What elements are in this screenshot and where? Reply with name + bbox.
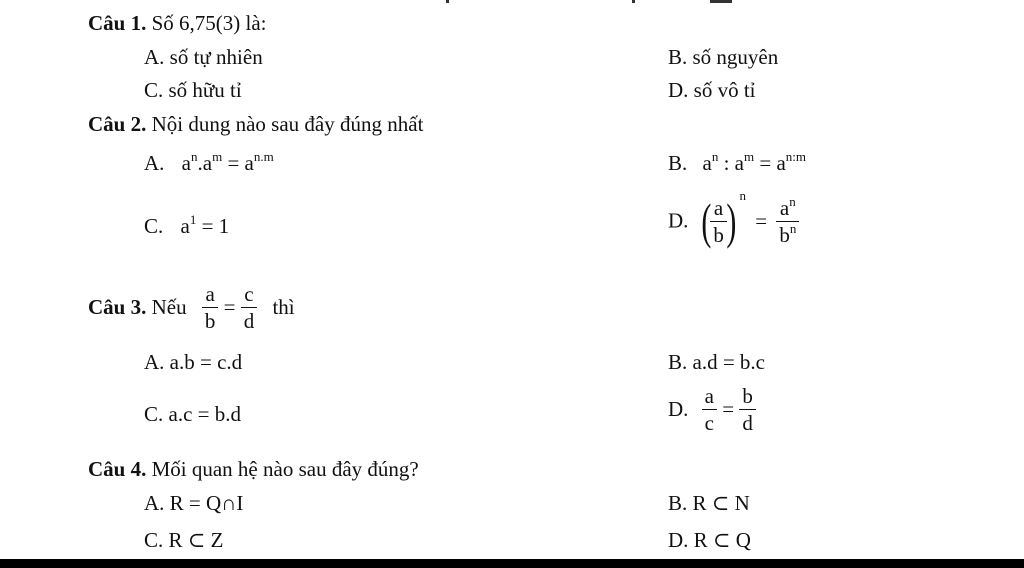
top-mark xyxy=(446,0,449,3)
q4-option-d: D. R ⊂ Q xyxy=(668,528,751,552)
question-1-label: Câu 1. xyxy=(88,11,147,35)
question-3-label: Câu 3. xyxy=(88,295,147,320)
q1-option-b: B. số nguyên xyxy=(668,45,779,69)
q2-option-d: D. ( $\frac{a}{b}$ ) $^n$ = $\frac{a^n}{b^n}$ xyxy=(668,196,799,246)
q3-fraction-c-d: $\frac{c}{d}$ xyxy=(241,283,258,332)
question-2-label: Câu 2. xyxy=(88,112,147,136)
q3-option-a: A. a.b = c.d xyxy=(144,350,243,374)
q4-option-b: B. R ⊂ N xyxy=(668,491,750,515)
question-4-text: Mối quan hệ nào sau đây đúng? xyxy=(151,457,419,481)
question-4-label: Câu 4. xyxy=(88,457,147,481)
q4-option-a: A. R = Q∩I xyxy=(144,491,244,515)
q2-option-a-formula: $a^n.a^m = a^{n.m}$ xyxy=(181,149,274,175)
q1-option-d: D. số vô tỉ xyxy=(668,78,756,102)
question-4-title xyxy=(88,457,419,482)
q2-d-inner-fraction: $\frac{a}{b}$ xyxy=(710,197,727,246)
q2-d-result-fraction: $\frac{a^n}{b^n}$ xyxy=(776,197,799,246)
question-3-title: Câu 3. Nếu $\frac{a}{b}$ = $\frac{c}{d}$ thì xyxy=(88,282,295,334)
top-mark xyxy=(710,0,732,3)
q2-d-right-paren: ) xyxy=(726,193,737,250)
q2-option-a xyxy=(144,151,274,176)
q2-option-b xyxy=(668,151,806,176)
q2-option-c xyxy=(144,214,229,239)
question-2-title xyxy=(88,112,423,137)
q2-option-c-letter: C. xyxy=(144,214,164,238)
question-1-text: Số 6,75(3) là: xyxy=(151,11,267,35)
top-mark xyxy=(632,0,635,3)
question-3-text-after: thì xyxy=(272,295,295,320)
question-3-text-before: Nếu xyxy=(151,295,187,320)
q2-d-left-paren: ( xyxy=(701,193,711,250)
q3-option-d: D. $\frac{a}{c}$ = $\frac{b}{d}$ xyxy=(668,385,756,434)
q3-option-b: B. a.d = b.c xyxy=(668,350,765,374)
q4-option-c: C. R ⊂ Z xyxy=(144,528,224,552)
q1-option-c: C. số hữu tỉ xyxy=(144,78,242,102)
q2-option-b-letter: B. xyxy=(668,151,688,175)
question-1-title xyxy=(88,11,267,36)
question-2-text: Nội dung nào sau đây đúng nhất xyxy=(151,112,424,136)
bottom-edge-bar xyxy=(0,559,1024,568)
q2-option-a-letter: A. xyxy=(144,151,165,175)
q3-option-d-letter: D. xyxy=(668,397,689,422)
q1-option-a: A. số tự nhiên xyxy=(144,45,263,69)
q3-d-fraction-a-c: $\frac{a}{c}$ xyxy=(702,385,717,434)
q2-option-b-formula: $a^n$ : $a^m = a^{n:m}$ xyxy=(702,149,807,175)
q2-option-d-letter: D. xyxy=(668,208,689,233)
q3-fraction-a-b: $\frac{a}{b}$ xyxy=(202,283,219,332)
q2-option-c-formula: $a^1 = 1$ xyxy=(180,212,230,238)
q3-option-c: C. a.c = b.d xyxy=(144,402,241,426)
q3-d-fraction-b-d: $\frac{b}{d}$ xyxy=(739,385,756,434)
